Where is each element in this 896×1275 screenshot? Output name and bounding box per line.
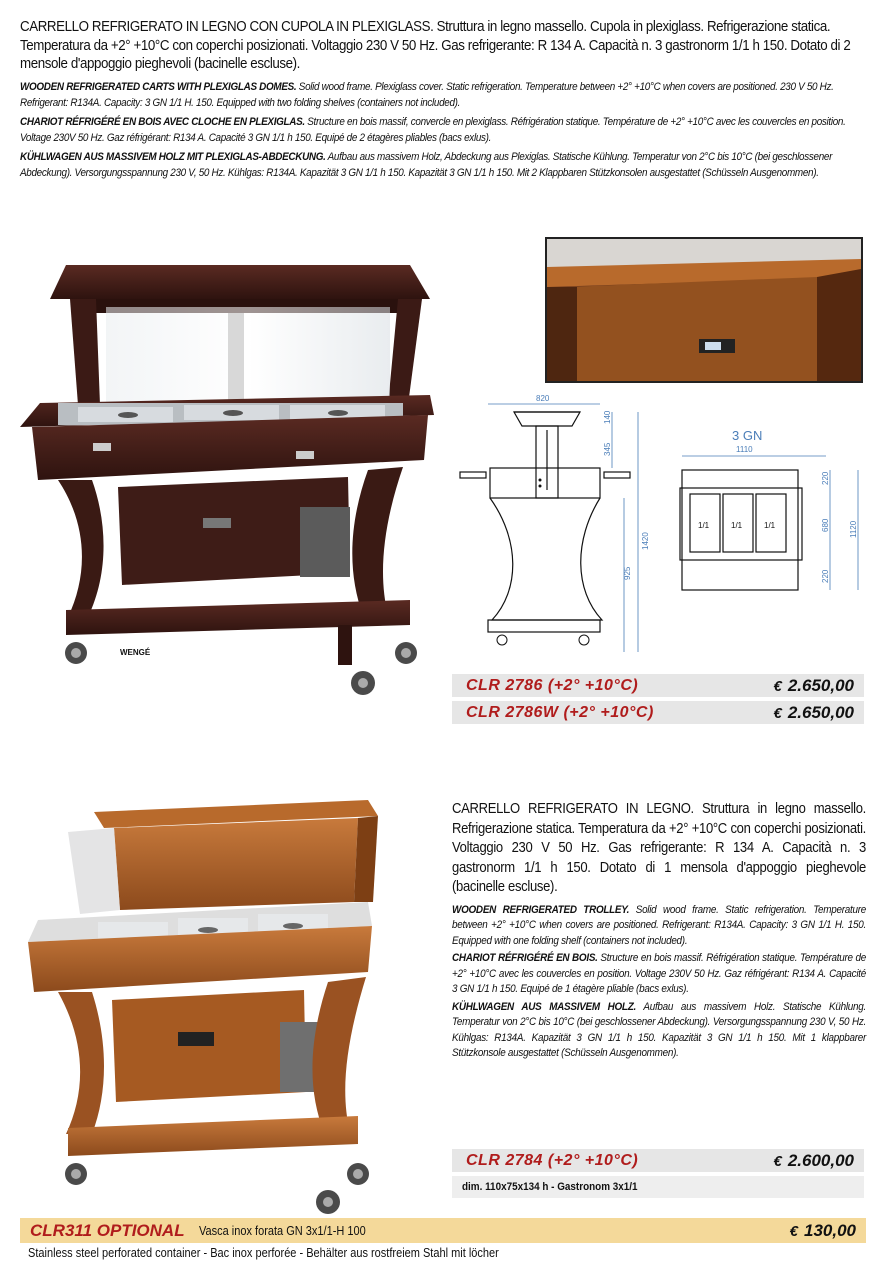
currency: € [789,1222,798,1240]
dim-depth2-label: 680 [821,518,830,532]
description-fr-title: CHARIOT RÉFRIGÉRÉ EN BOIS. [452,952,598,964]
dim-depth1-label: 220 [821,471,830,485]
description-en-title: WOODEN REFRIGERATED TROLLEY. [452,903,630,916]
dimensions-text: dim. 110x75x134 h - Gastronom 3x1/1 [462,1181,638,1193]
description-de-title: KÜHLWAGEN AUS MASSIVEM HOLZ MIT PLEXIGLAS-ABDECKUNG. [20,150,326,163]
finish-label: WENGÉ [120,648,151,657]
product-code: CLR 2786W (+2° +10°C) [466,703,654,721]
product-description-top [20,18,866,181]
dim-width-label: 820 [536,394,550,403]
dim-base-height-label: 925 [623,566,632,580]
price-row-clr2786w [452,701,864,724]
dim-width-label-2: 1110 [736,445,753,454]
description-fr-body: Structure en bois massif. Réfrigération statique. Température de +2° +10°C avec les couvercles en position. Voltage 230V 50 Hz. Gaz réfrigérant: R134 A. Capacité 3 GN 1/1 h 150. Equipé de 1 étagère pliable (bacs exlus). [452,952,866,995]
description-en-body: Solid wood frame. Static refrigeration. Temperature between +2° +10°C when covers are positioned. Refrigerant: R134A. Capacity: 3 GN 1/1 H. 150. Equipped with one folding shelf (containers not included). [452,903,866,947]
price-row-clr2784 [452,1149,864,1172]
product-photo-wood-cart [28,792,388,1222]
description-de-body: Aufbau aus massivem Holz. Statische Kühlung. Temperatur von 2°C bis 10°C (bei geschlossener Abdeckung). Versorgungsspannung 230 V, 50 Hz. Kühlgas: R134A. Kapazität 3 GN 1/1 h 150. Kapazität 3 GN 1/1 h 150. Mit 1 klappbarer Stützkonsole ausgestattet (Schüsseln Ausgenommen). [452,1000,866,1059]
price-value: 130,00 [804,1220,856,1240]
dim-depth3-label: 220 [821,569,830,583]
optional-translation: Stainless steel perforated container - Bac inox perforée - Behälter aus rostfreiem Stahl mit löcher [28,1246,499,1260]
optional-code: CLR311 OPTIONAL [30,1220,185,1240]
description-it: CARRELLO REFRIGERATO IN LEGNO CON CUPOLA IN PLEXIGLASS. Struttura in legno massello. Cupola in plexiglass. Refrigerazione statica. Temperatura da +2° +10°C con coperchi posizionati. Voltaggio 230 V 50 Hz. Gas refrigerante: R 134 A. Capacità n. 3 gastronorm 1/1 h 150. Dotato di 2 mensole d'appoggio pieghevoli (bacinelle escluse). [20,19,851,72]
currency: € [773,704,782,722]
description-fr-title: CHARIOT RÉFRIGÉRÉ EN BOIS AVEC CLOCHE EN PLEXIGLAS. [20,115,305,128]
currency: € [773,677,782,695]
price-value: 2.650,00 [787,702,854,722]
price [773,703,854,723]
dim-total-height-label: 1420 [641,532,650,550]
optional-accessory-bar [20,1218,866,1243]
price-value: 2.600,00 [787,1150,854,1170]
price-value: 2.650,00 [787,675,854,695]
description-en-body: Solid wood frame. Plexiglass cover. Static refrigeration. Temperature between +2° +10°C when covers are positioned. 230 V 50 Hz. Refrigerant: R134A. Capacity: 3 GN 1/1 H. 150. Equipped with two folding shelves (containers not included). [20,80,834,109]
description-en [20,79,866,111]
dim-h1-label: 140 [603,410,612,424]
detail-photo-thermometer [545,237,863,383]
description-en [452,903,866,950]
product-code: CLR 2784 (+2° +10°C) [466,1151,639,1169]
product-code: CLR 2786 (+2° +10°C) [466,676,639,694]
gn-label-3: 1/1 [764,521,776,530]
price-row-clr2786 [452,674,864,697]
price [773,1151,854,1171]
dimensions-line [452,1176,864,1198]
description-fr [20,114,866,146]
technical-drawing-top [670,420,870,600]
price [773,676,854,696]
description-de-body: Aufbau aus massivem Holz, Abdeckung aus Plexiglas. Statische Kühlung. Temperatur von 2°C bis 10°C (bei geschlossener Abdeckung). Versorgungsspannung 230 V, 50 Hz. Kühlgas: R134A. Kapazität 3 GN 1/1 h 150. Kapazität 3 GN 1/1 h 150. Mit 2 Klappbaren Stützkonsolen ausgestattet (Schüsseln Ausgenommen). [20,150,833,179]
currency: € [773,1152,782,1170]
dim-depth-total-label: 1120 [849,520,858,538]
dim-h2-label: 345 [603,442,612,456]
description-fr [452,951,866,998]
product-photo-wenge-cart [18,255,438,705]
optional-price [790,1221,856,1241]
description-de [20,149,866,181]
technical-drawing-side [452,390,652,665]
gn-label-2: 1/1 [731,521,743,530]
diagram-gn-title: 3 GN [732,428,763,443]
product-description-mid [452,800,866,1062]
description-de [452,1000,866,1062]
description-fr-body: Structure en bois massif, convercle en plexiglass. Réfrigération statique. Température de +2° +10°C avec les couvercles en position. Voltage 230V 50 Hz. Gaz réfrigérant: R134 A. Capacité 3 GN 1/1 h 150. Equipé de 2 étagères pliables (bacs exlus). [20,115,846,144]
description-de-title: KÜHLWAGEN AUS MASSIVEM HOLZ. [452,1000,636,1013]
description-en-title: WOODEN REFRIGERATED CARTS WITH PLEXIGLAS DOMES. [20,80,297,93]
optional-description: Vasca inox forata GN 3x1/1-H 100 [198,1223,366,1238]
description-it: CARRELLO REFRIGERATO IN LEGNO. Struttura in legno massello. Refrigerazione statica. Temperatura da +2° +10°C con coperchi posizionati. Voltaggio 230 V 50 Hz. Gas refrigerante: R 134 A. Capacità n. 3 gastronorm 1/1 h 150. Dotato di 1 mensola d'appoggio pieghevole (bacinelle escluse). [452,801,866,895]
gn-label-1: 1/1 [698,521,710,530]
